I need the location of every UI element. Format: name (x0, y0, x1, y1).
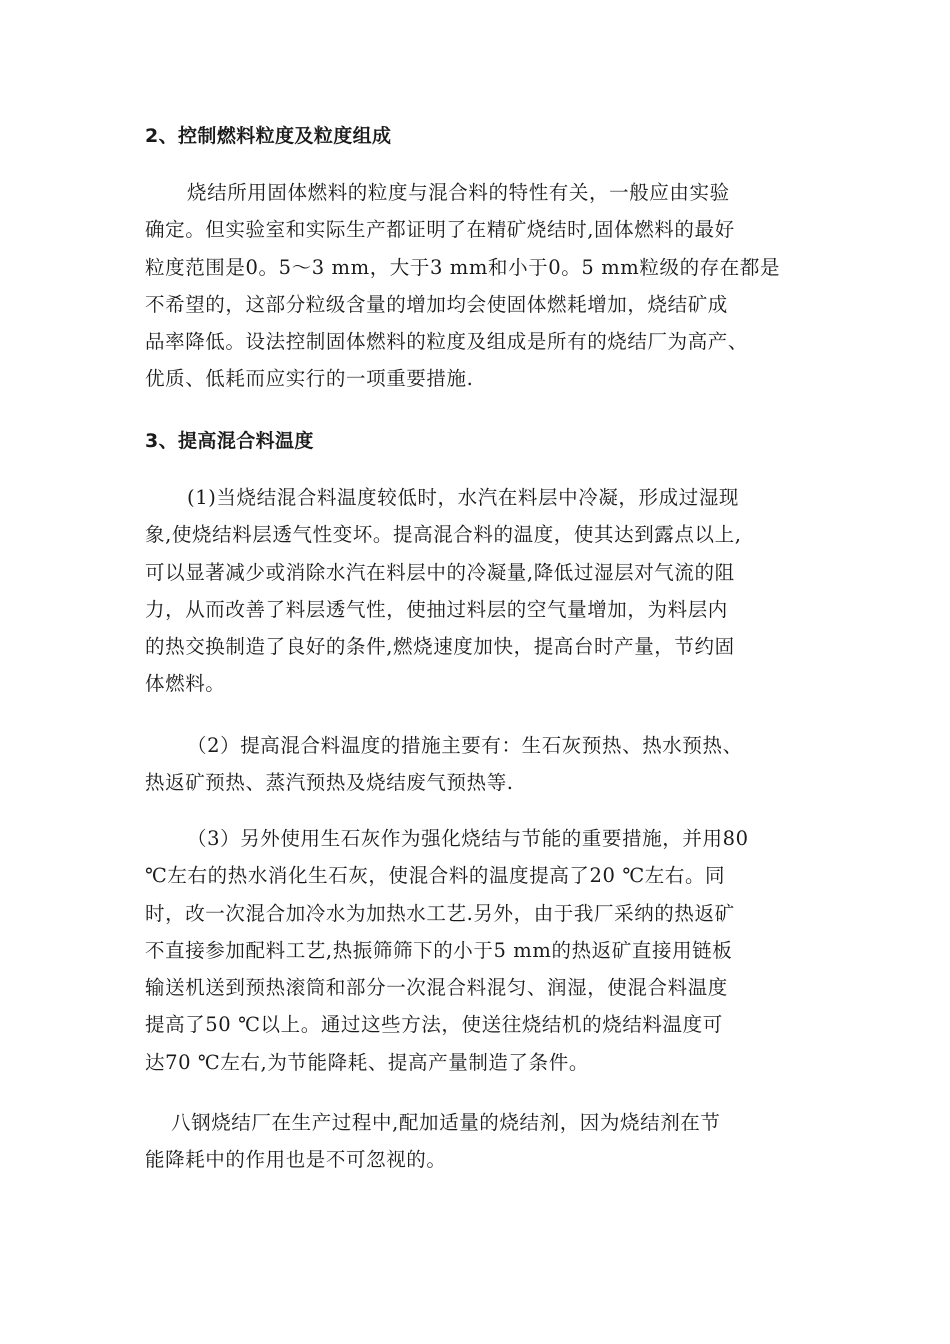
paragraph-line: 烧结所用固体燃料的粒度与混合料的特性有关，一般应由实验 (187, 181, 730, 204)
section-heading-2 (145, 118, 810, 155)
paragraph-line: 粒度范围是0。5～3 mm，大于3 mm和小于0。5 mm粒级的存在都是 (145, 255, 781, 279)
paragraph-line: 力，从而改善了料层透气性，使抽过料层的空气量增加，为料层内 (145, 597, 728, 621)
paragraph-line: 品率降低。设法控制固体燃料的粒度及组成是所有的烧结厂为高产、 (145, 330, 749, 354)
paragraph-fuel-granularity (145, 174, 810, 398)
paragraph-line: (1)当烧结混合料温度较低时，水汽在料层中冷凝，形成过湿现 (187, 486, 740, 509)
heading-text: 2、控制燃料粒度及粒度组成 (145, 125, 392, 147)
paragraph-line: 时，改一次混合加冷水为加热水工艺.另外，由于我厂采纳的热返矿 (145, 901, 735, 925)
paragraph-line: 热返矿预热、蒸汽预热及烧结废气预热等. (145, 771, 514, 795)
paragraph-line: ℃左右的热水消化生石灰，使混合料的温度提高了20 ℃左右。同 (145, 864, 726, 888)
paragraph-line: 不希望的，这部分粒级含量的增加均会使固体燃耗增加，烧结矿成 (145, 292, 728, 316)
paragraph-line: 象,使烧结料层透气性变坏。提高混合料的温度，使其达到露点以上, (145, 523, 742, 547)
paragraph-line: （3）另外使用生石灰作为强化烧结与节能的重要措施，并用80 (187, 827, 749, 850)
paragraph-line: 体燃料。 (145, 672, 226, 696)
paragraph-line: 可以显著减少或消除水汽在料层中的冷凝量,降低过湿层对气流的阻 (145, 560, 735, 584)
paragraph-line: （2）提高混合料温度的措施主要有：生石灰预热、热水预热、 (187, 734, 743, 757)
paragraph-line: 八钢烧结厂在生产过程中,配加适量的烧结剂，因为烧结剂在节 (171, 1111, 721, 1134)
paragraph-line: 确定。但实验室和实际生产都证明了在精矿烧结时,固体燃料的最好 (145, 218, 735, 242)
section-heading-3 (145, 423, 810, 460)
paragraph-line: 的热交换制造了良好的条件,燃烧速度加快，提高台时产量，节约固 (145, 635, 735, 659)
paragraph-mix-temperature-2 (145, 727, 810, 802)
paragraph-mix-temperature-1 (145, 479, 810, 703)
paragraph-line: 不直接参加配料工艺,热振筛筛下的小于5 mm的热返矿直接用链板 (145, 938, 733, 962)
paragraph-line: 能降耗中的作用也是不可忽视的。 (145, 1148, 447, 1172)
paragraph-mix-temperature-3 (145, 820, 810, 1081)
paragraph-line: 达70 ℃左右,为节能降耗、提高产量制造了条件。 (145, 1050, 589, 1074)
paragraph-line: 提高了50 ℃以上。通过这些方法，使送往烧结机的烧结料温度可 (145, 1013, 723, 1037)
paragraph-line: 优质、低耗而应实行的一项重要措施. (145, 367, 474, 391)
paragraph-sintering-agent (145, 1104, 810, 1179)
paragraph-line: 输送机送到预热滚筒和部分一次混合料混匀、润湿，使混合料温度 (145, 976, 728, 1000)
heading-text: 3、提高混合料温度 (145, 430, 314, 452)
